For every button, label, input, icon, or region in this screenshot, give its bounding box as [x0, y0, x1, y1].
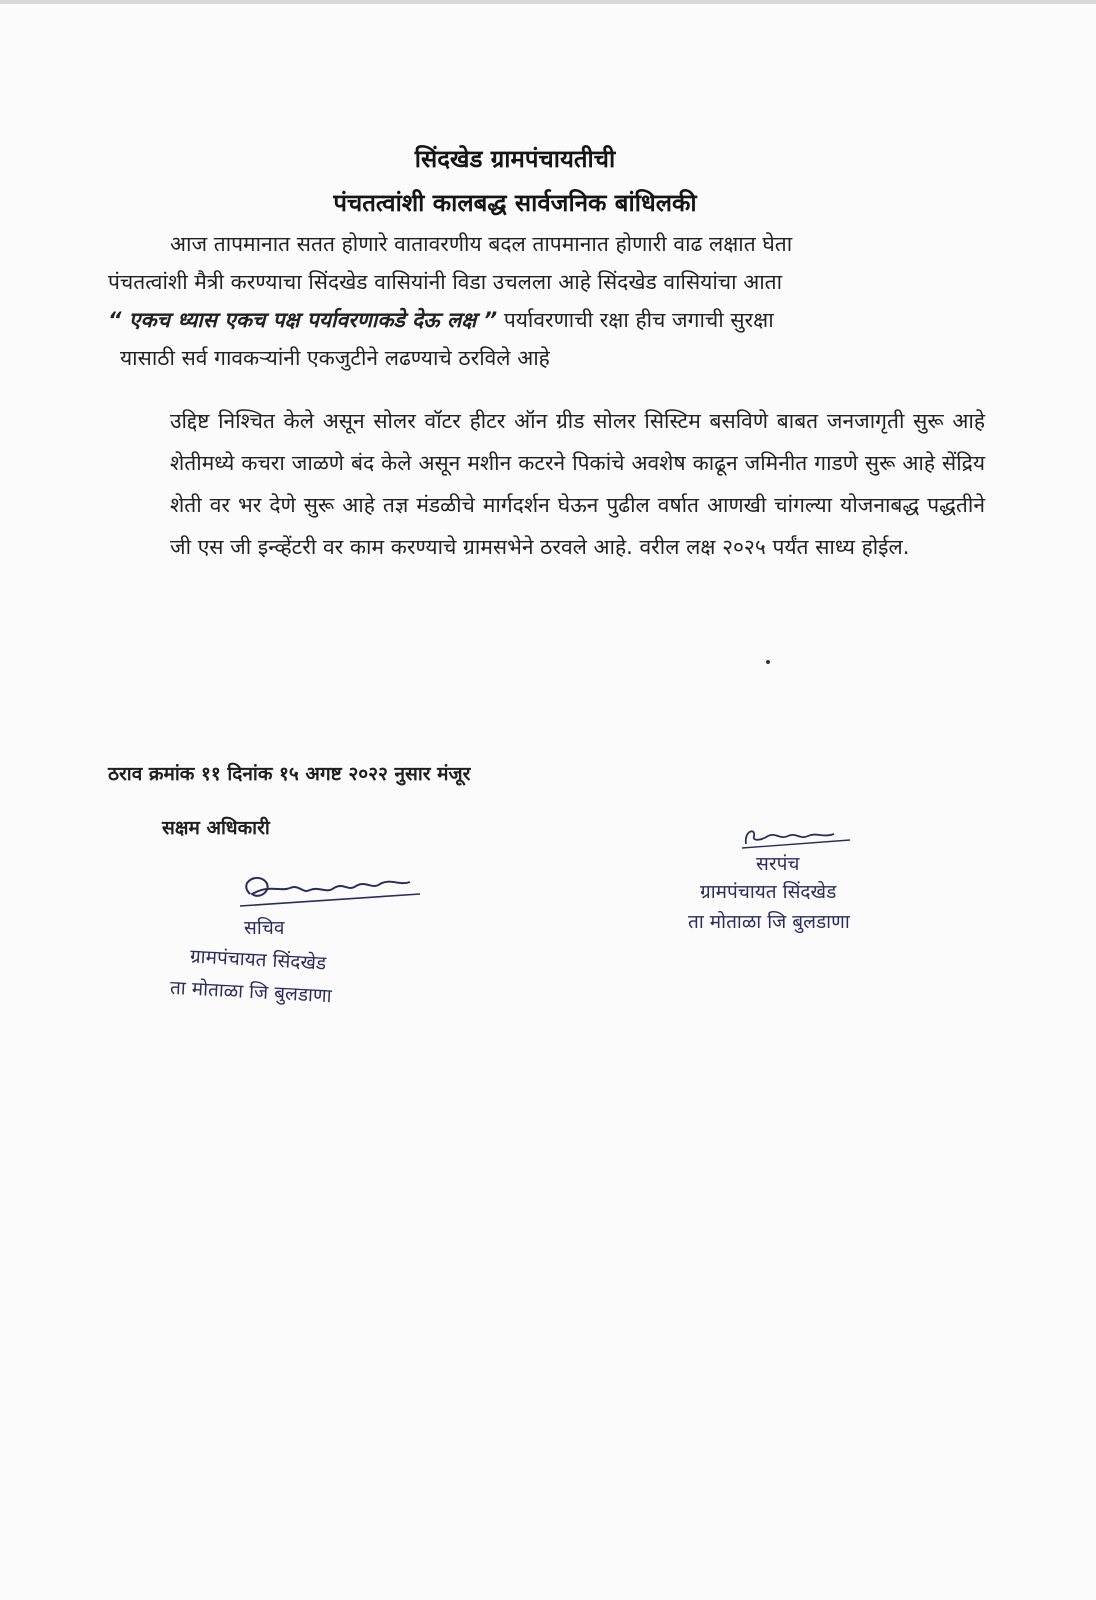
resolution-line: ठराव क्रमांक ११ दिनांक १५ अगष्ट २०२२ नुसार मंजूर	[108, 763, 471, 785]
paragraph-1-line-1: आज तापमानात सतत होणारे वातावरणीय बदल तापमानात होणारी वाढ लक्षात घेता	[170, 232, 793, 256]
paragraph-1-line-3	[108, 306, 774, 334]
secretary-signature-block	[160, 870, 420, 1010]
secretary-signature	[230, 864, 430, 914]
slogan-quote: “ एकच ध्यास एकच पक्ष पर्यावरणाकडे देऊ लक्ष ”	[108, 308, 498, 332]
sarpanch-title: सरपंच	[756, 853, 800, 875]
ink-dot	[766, 660, 770, 664]
paper-top-edge	[0, 0, 1096, 4]
secretary-office: ग्रामपंचायत सिंदखेड	[189, 945, 327, 975]
sarpanch-signature	[738, 822, 858, 852]
paragraph-2: उद्दिष्ट निश्चित केले असून सोलर वॉटर हीटर ऑन ग्रीड सोलर सिस्टिम बसविणे बाबत जनजागृती सुरू आहे शेतीमध्ये कचरा जाळणे बंद केले असून मशीन कटरने पिकांचे अवशेष काढून जमिनीत गाडणे सुरू आहे सेंद्रिय शेती वर भर देणे सुरू आहे तज्ञ मंडळीचे मार्गदर्शन घेऊन पुढील वर्षात आणखी चांगल्या योजनाबद्ध पद्धतीने जी एस जी इन्व्हेंटरी वर काम करण्याचे ग्रामसभेने ठरवले आहे. वरील लक्ष २०२५ पर्यंत साध्य होईल.	[170, 409, 985, 559]
competent-officer-label: सक्षम अधिकारी	[162, 817, 270, 839]
secretary-location: ता मोताळा जि बुलडाणा	[169, 976, 333, 1008]
paragraph-1-line-4: यासाठी सर्व गावकऱ्यांनी एकजुटीने लढण्याचे ठरविले आहे	[120, 346, 550, 370]
sarpanch-location: ता मोताळा जि बुलडाणा	[688, 911, 850, 933]
secretary-title: सचिव	[244, 917, 285, 939]
paragraph-1-line-2: पंचतत्वांशी मैत्री करण्याचा सिंदखेड वासियांनी विडा उचलला आहे सिंदखेड वासियांचा आता	[108, 270, 783, 294]
sarpanch-signature-block	[680, 830, 920, 950]
document-title-line-1: सिंदखेड ग्रामपंचायतीची	[414, 145, 616, 173]
slogan-rest: पर्यावरणाची रक्षा हीच जगाची सुरक्षा	[503, 308, 774, 332]
sarpanch-office: ग्रामपंचायत सिंदखेड	[700, 881, 837, 903]
document-title-line-2: पंचतत्वांशी कालबद्ध सार्वजनिक बांधिलकी	[333, 189, 697, 217]
